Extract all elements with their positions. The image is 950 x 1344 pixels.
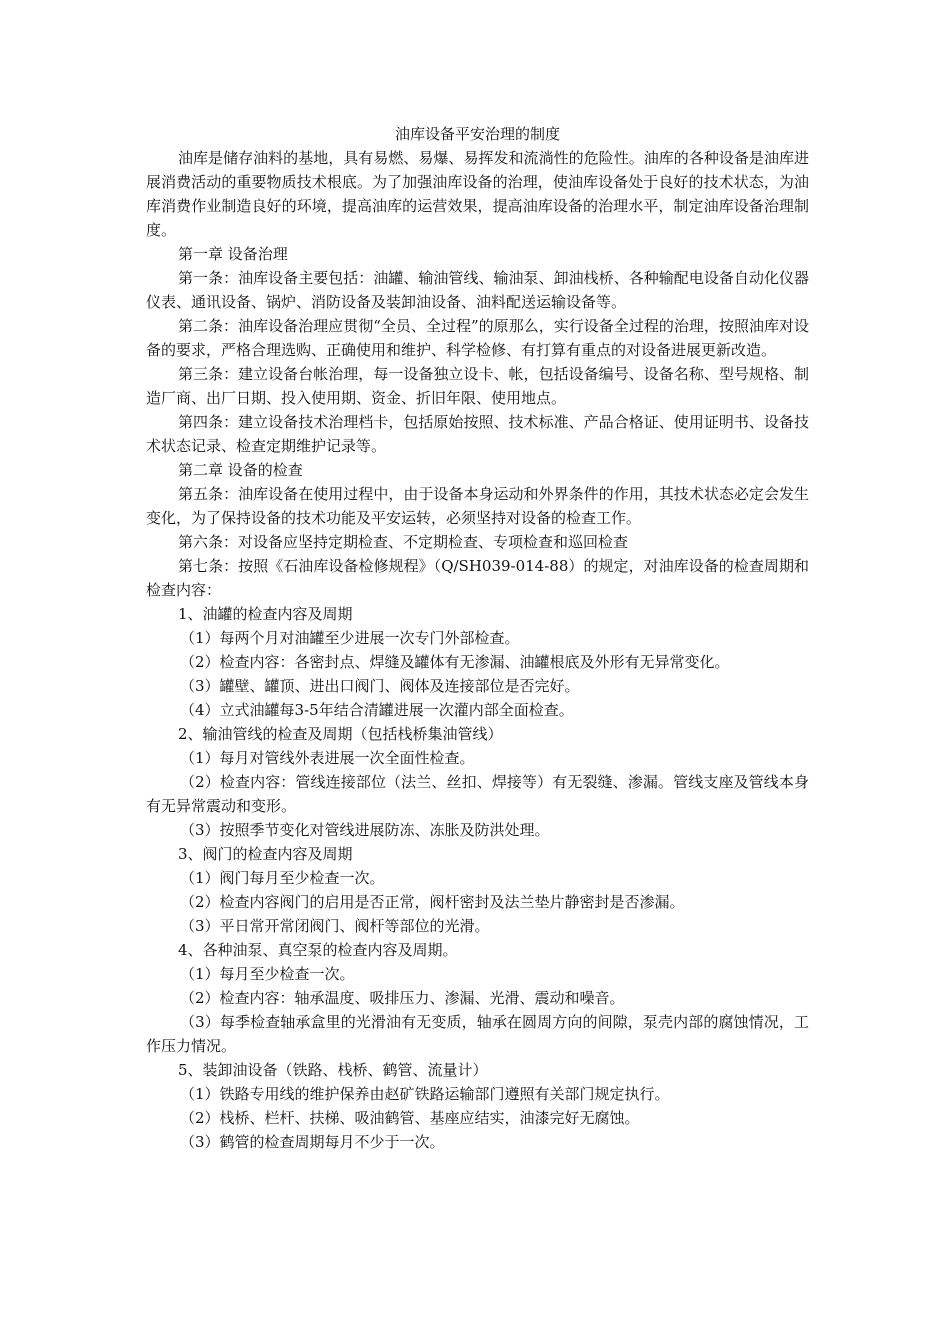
list-item: （1）每月对管线外表进展一次全面性检查。 [180,749,475,767]
list-item: （1）每两个月对油罐至少进展一次专门外部检查。 [180,629,520,647]
article-paragraph: 第三条：建立设备台帐治理，每一设备独立设卡、帐，包括设备编号、设备名称、型号规格、制造厂商、出厂日期、投入使用期、资金、折旧年限、使用地点。 [146,365,809,407]
list-item: （2）检查内容：管线连接部位（法兰、丝扣、焊接等）有无裂缝、渗漏。管线支座及管线本身有无异常震动和变形。 [146,773,809,815]
list-item: （2）检查内容：各密封点、焊缝及罐体有无渗漏、油罐根底及外形有无异常变化。 [180,653,730,671]
document-title: 油库设备平安治理的制度 [394,125,560,143]
article-paragraph: 第四条：建立设备技术治理档卡，包括原始按照、技术标准、产品合格证、使用证明书、设备技术状态记录、检查定期维护记录等。 [146,413,809,455]
section-heading: 3、阀门的检查内容及周期 [178,845,353,863]
list-item: （3）平日常开常闭阀门、阀杆等部位的光滑。 [180,917,490,935]
list-item: （4）立式油罐每3-5年结合清罐进展一次灌内部全面检查。 [180,701,574,719]
article-paragraph: 第一条：油库设备主要包括：油罐、输油管线、输油泵、卸油栈桥、各种输配电设备自动化仪器仪表、通讯设备、锅炉、消防设备及装卸油设备、油料配送运输设备等。 [146,269,809,311]
article-paragraph: 第六条：对设备应坚持定期检查、不定期检查、专项检查和巡回检查 [178,533,629,551]
section-heading: 5、装卸油设备（铁路、栈桥、鹤管、流量计） [178,1061,488,1079]
article-paragraph: 第二条：油库设备治理应贯彻“全员、全过程”的原那么，实行设备全过程的治理，按照油库对设备的要求，严格合理选购、正确使用和维护、科学检修、有打算有重点的对设备进展更新改造。 [146,317,809,359]
list-item: （3）每季检查轴承盒里的光滑油有无变质，轴承在圆周方向的间隙，泵壳内部的腐蚀情况，工作压力情况。 [146,1013,809,1055]
list-item: （1）阀门每月至少检查一次。 [180,869,385,887]
article-paragraph: 第五条：油库设备在使用过程中，由于设备本身运动和外界条件的作用，其技术状态必定会发生变化，为了保持设备的技术功能及平安运转，必须坚持对设备的检查工作。 [146,485,809,527]
list-item: （2）检查内容：轴承温度、吸排压力、渗漏、光滑、震动和噪音。 [180,989,625,1007]
list-item: （1）每月至少检查一次。 [180,965,355,983]
list-item: （2）栈桥、栏杆、扶梯、吸油鹤管、基座应结实，油漆完好无腐蚀。 [180,1109,640,1127]
intro-paragraph: 油库是储存油料的基地，具有易燃、易爆、易挥发和流淌性的危险性。油库的各种设备是油库进展消费活动的重要物质技术根底。为了加强油库设备的治理，使油库设备处于良好的技术状态，为油库消费作业制造良好的环境，提高油库的运营效果，提高油库设备的治理水平，制定油库设备治理制度。 [146,149,809,239]
list-item: （3）罐壁、罐顶、进出口阀门、阀体及连接部位是否完好。 [180,677,580,695]
list-item: （3）按照季节变化对管线进展防冻、冻胀及防洪处理。 [180,821,550,839]
article-paragraph: 第七条：按照《石油库设备检修规程》（Q/SH039-014-88）的规定，对油库设备的检查周期和检查内容： [146,557,809,599]
section-heading: 4、各种油泵、真空泵的检查内容及周期。 [178,941,458,959]
list-item: （3）鹤管的检查周期每月不少于一次。 [180,1133,445,1151]
list-item: （2）检查内容阀门的启用是否正常，阀杆密封及法兰垫片静密封是否渗漏。 [180,893,685,911]
document-body [146,122,809,1154]
chapter-heading: 第二章 设备的检查 [178,461,303,479]
section-heading: 2、输油管线的检查及周期（包括栈桥集油管线） [178,725,503,743]
list-item: （1）铁路专用线的维护保养由赵矿铁路运输部门遵照有关部门规定执行。 [180,1085,670,1103]
chapter-heading: 第一章 设备治理 [178,245,288,263]
section-heading: 1、油罐的检查内容及周期 [178,605,353,623]
